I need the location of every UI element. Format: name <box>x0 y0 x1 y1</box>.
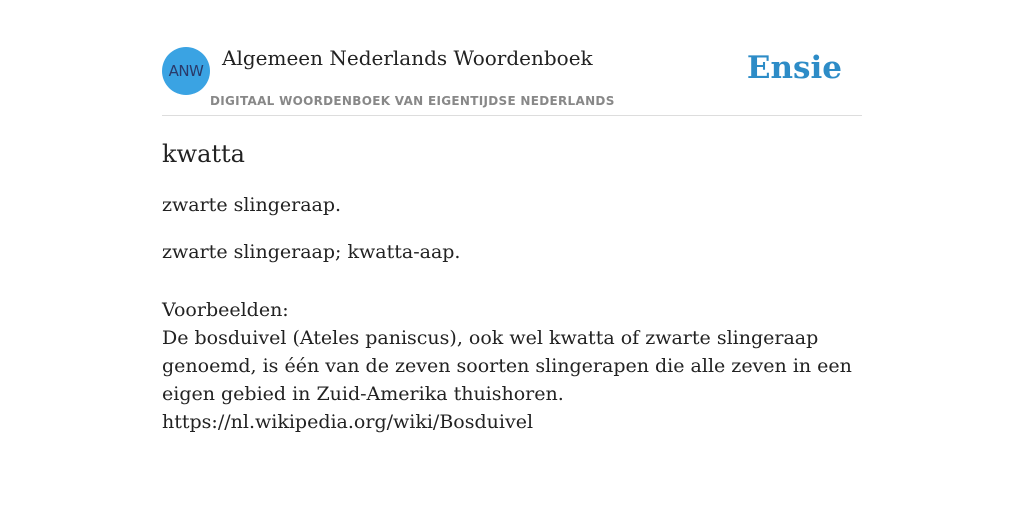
examples-label: Voorbeelden: <box>162 299 289 321</box>
site-title[interactable]: Algemeen Nederlands Woordenboek <box>222 46 593 70</box>
logo-text: ANW <box>168 62 204 80</box>
example-source-link[interactable]: https://nl.wikipedia.org/wiki/Bosduivel <box>162 411 534 433</box>
anw-logo-icon[interactable] <box>162 47 210 95</box>
entry-definition-long: zwarte slingeraap; kwatta-aap. <box>162 241 461 263</box>
example-text: De bosduivel (Ateles paniscus), ook wel kwatta of zwarte slingeraap genoemd, is één van de zeven soorten slingerapen die alle zeven in een eigen gebied in Zuid-Amerika thuishoren. <box>162 327 852 405</box>
header-divider <box>162 115 862 116</box>
site-header <box>162 46 862 116</box>
entry-definition-short: zwarte slingeraap. <box>162 194 342 216</box>
site-subtitle: DIGITAAL WOORDENBOEK VAN EIGENTIJDSE NEDERLANDS <box>210 94 615 108</box>
entry-headword: kwatta <box>162 140 245 168</box>
examples-section <box>162 296 862 436</box>
ensie-brand-logo[interactable]: Ensie <box>746 50 842 86</box>
